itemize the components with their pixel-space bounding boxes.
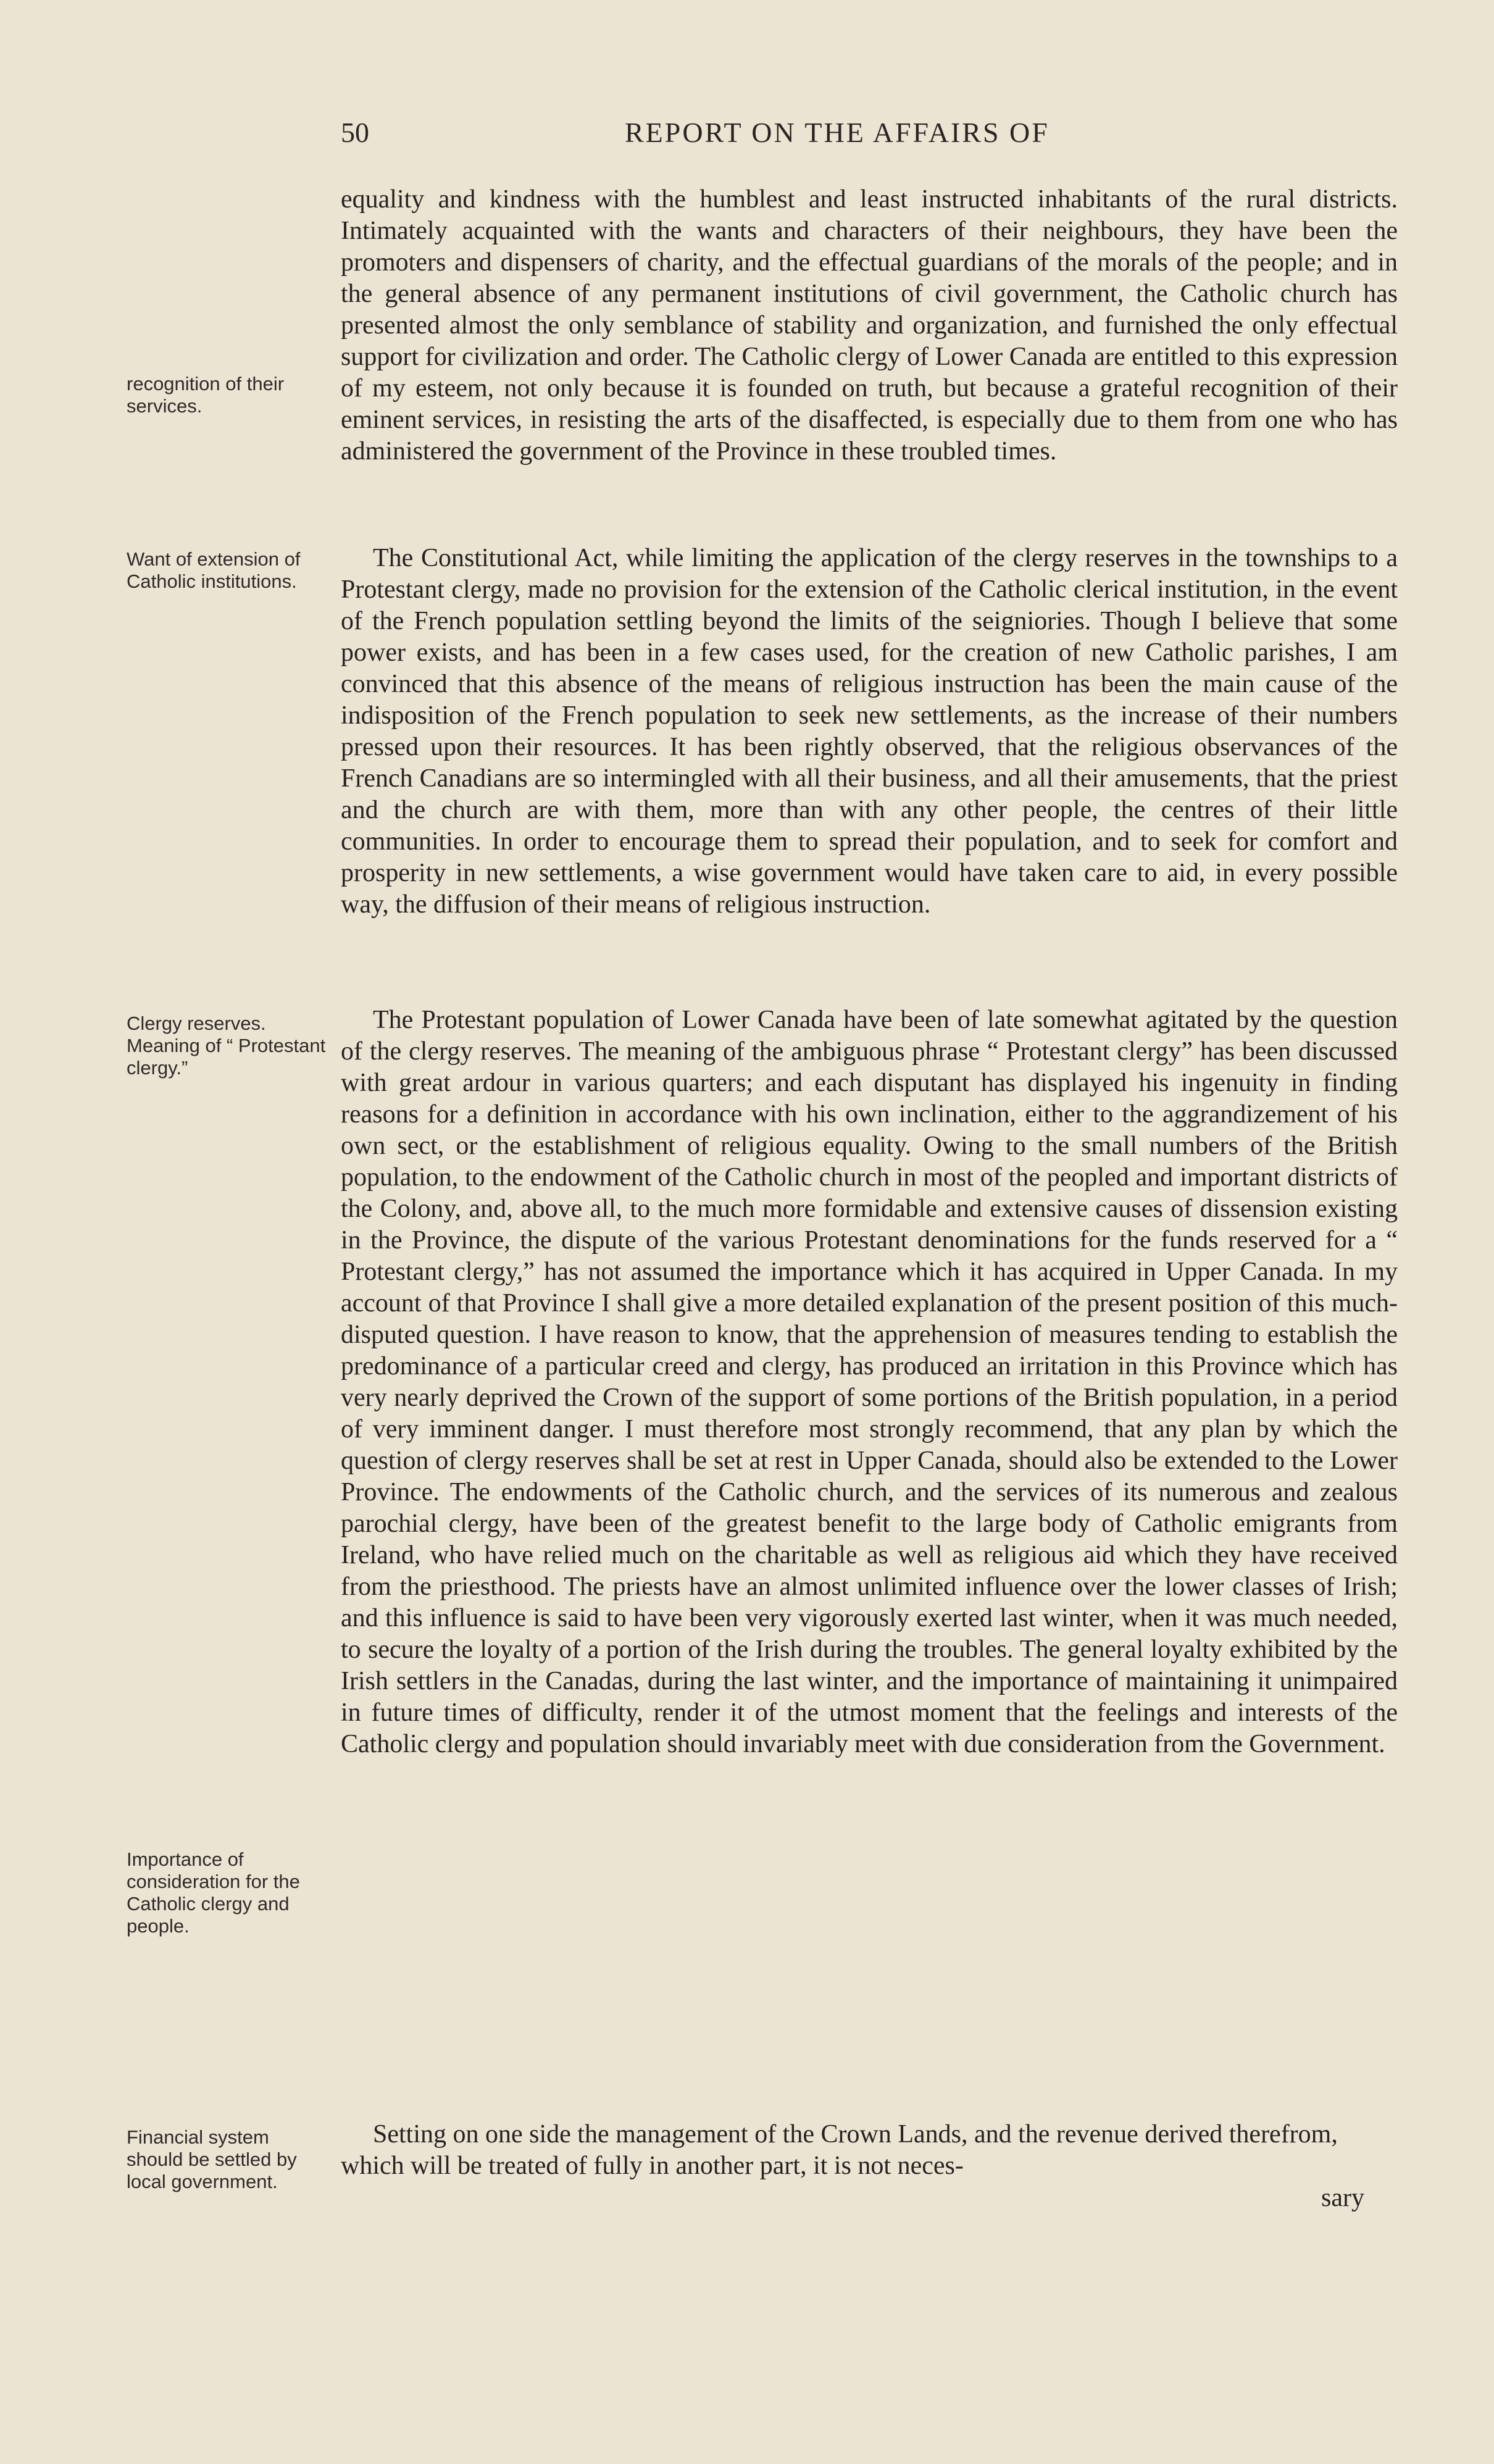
- paragraph-text: Setting on one side the management of the Crown Lands, and the revenue derived therefrom, which will be treated of fully in another part, it is not neces-: [341, 2120, 1338, 2180]
- margin-note-catholic-institutions: Want of extension of Catholic institutions.: [127, 548, 301, 592]
- paragraph-text: The Constitutional Act, while limiting the application of the clergy reserves in the townships to a Protestant clergy, made no provision for the extension of the Catholic clerical institution, in the event of the French population settling beyond the limits of the seigniories. Though I believe that some power exists, and has been in a few cases used, for the creation of new Catholic parishes, I am convinced that this absence of the means of religious instruction has been the main cause of the indisposition of the French population to seek new settlements, as the increase of their numbers pressed upon their resources. It has been rightly observed, that the religious observances of the French Canadians are so intermingled with all their business, and all their amusements, that the priest and the church are with them, more than with any other people, the centres of their little communities. In order to encourage them to spread their population, and to seek for comfort and prosperity in new settlements, a wise government would have taken care to aid, in every possible way, the diffusion of their means of religious instruction.: [341, 544, 1398, 919]
- paragraph-3: [341, 1004, 1398, 1760]
- paragraph-1: [341, 184, 1398, 467]
- paragraph-text: The Protestant population of Lower Canada have been of late somewhat agitated by the question of the clergy reserves. The meaning of the ambiguous phrase “ Protestant clergy” has been discussed with great ardour in various quarters; and each disputant has displayed his ingenuity in finding reasons for a definition in accordance with his own inclination, either to the aggrandizement of his own sect, or the establishment of religious equality. Owing to the small numbers of the British population, to the endowment of the Catholic church in most of the peopled and important districts of the Colony, and, above all, to the much more formidable and extensive causes of dissension existing in the Province, the dispute of the various Protestant denominations for the funds reserved for a “ Protestant clergy,” has not assumed the importance which it has acquired in Upper Canada. In my account of that Province I shall give a more detailed explanation of the present position of this much-disputed question. I have reason to know, that the apprehension of measures tending to establish the predominance of a particular creed and clergy, has produced an irritation in this Province which has very nearly deprived the Crown of the support of some portions of the British population, in a period of very imminent danger. I must therefore most strongly recommend, that any plan by which the question of clergy reserves shall be set at rest in Upper Canada, should also be extended to the Lower Province. The endowments of the Catholic church, and the services of its numerous and zealous parochial clergy, have been of the greatest benefit to the large body of Catholic emigrants from Ireland, who have relied much on the charitable as well as religious aid which they have received from the priesthood. The priests have an almost unlimited influence over the lower classes of Irish; and this influence is said to have been very vigorously exerted last winter, when it was much needed, to secure the loyalty of a portion of the Irish during the troubles. The general loyalty exhibited by the Irish settlers in the Canadas, during the last winter, and the importance of maintaining it unimpaired in future times of difficulty, render it of the utmost moment that the feelings and interests of the Catholic clergy and population should invariably meet with due consideration from the Government.: [341, 1006, 1398, 1758]
- catchword: sary: [1321, 2184, 1364, 2212]
- margin-note-financial-system: Financial system should be settled by local government.: [127, 2126, 297, 2192]
- page-number: 50: [341, 117, 369, 148]
- paragraph-4: [341, 2119, 1398, 2182]
- running-head: REPORT ON THE AFFAIRS OF: [625, 117, 1050, 148]
- margin-note-recognition: recognition of their services.: [127, 373, 285, 417]
- margin-note-importance: Importance of consideration for the Catholic clergy and people.: [127, 1848, 300, 1937]
- page-header: [341, 116, 1396, 153]
- paragraph-text: equality and kindness with the humblest and least instructed inhabitants of the rural districts. Intimately acquainted with the wants and characters of their neighbours, they have been the promoters and dispensers of charity, and the effectual guardians of the morals of the people; and in the general absence of any permanent institutions of civil government, the Catholic church has presented almost the only semblance of stability and organization, and furnished the only effectual support for civilization and order. The Catholic clergy of Lower Canada are entitled to this expression of my esteem, not only because it is founded on truth, but because a grateful recognition of their eminent services, in resisting the arts of the disaffected, is especially due to them from one who has administered the government of the Province in these troubled times.: [341, 185, 1398, 466]
- paragraph-2: [341, 543, 1398, 921]
- margin-note-clergy-reserves: Clergy reserves. Meaning of “ Protestant clergy.”: [127, 1013, 326, 1079]
